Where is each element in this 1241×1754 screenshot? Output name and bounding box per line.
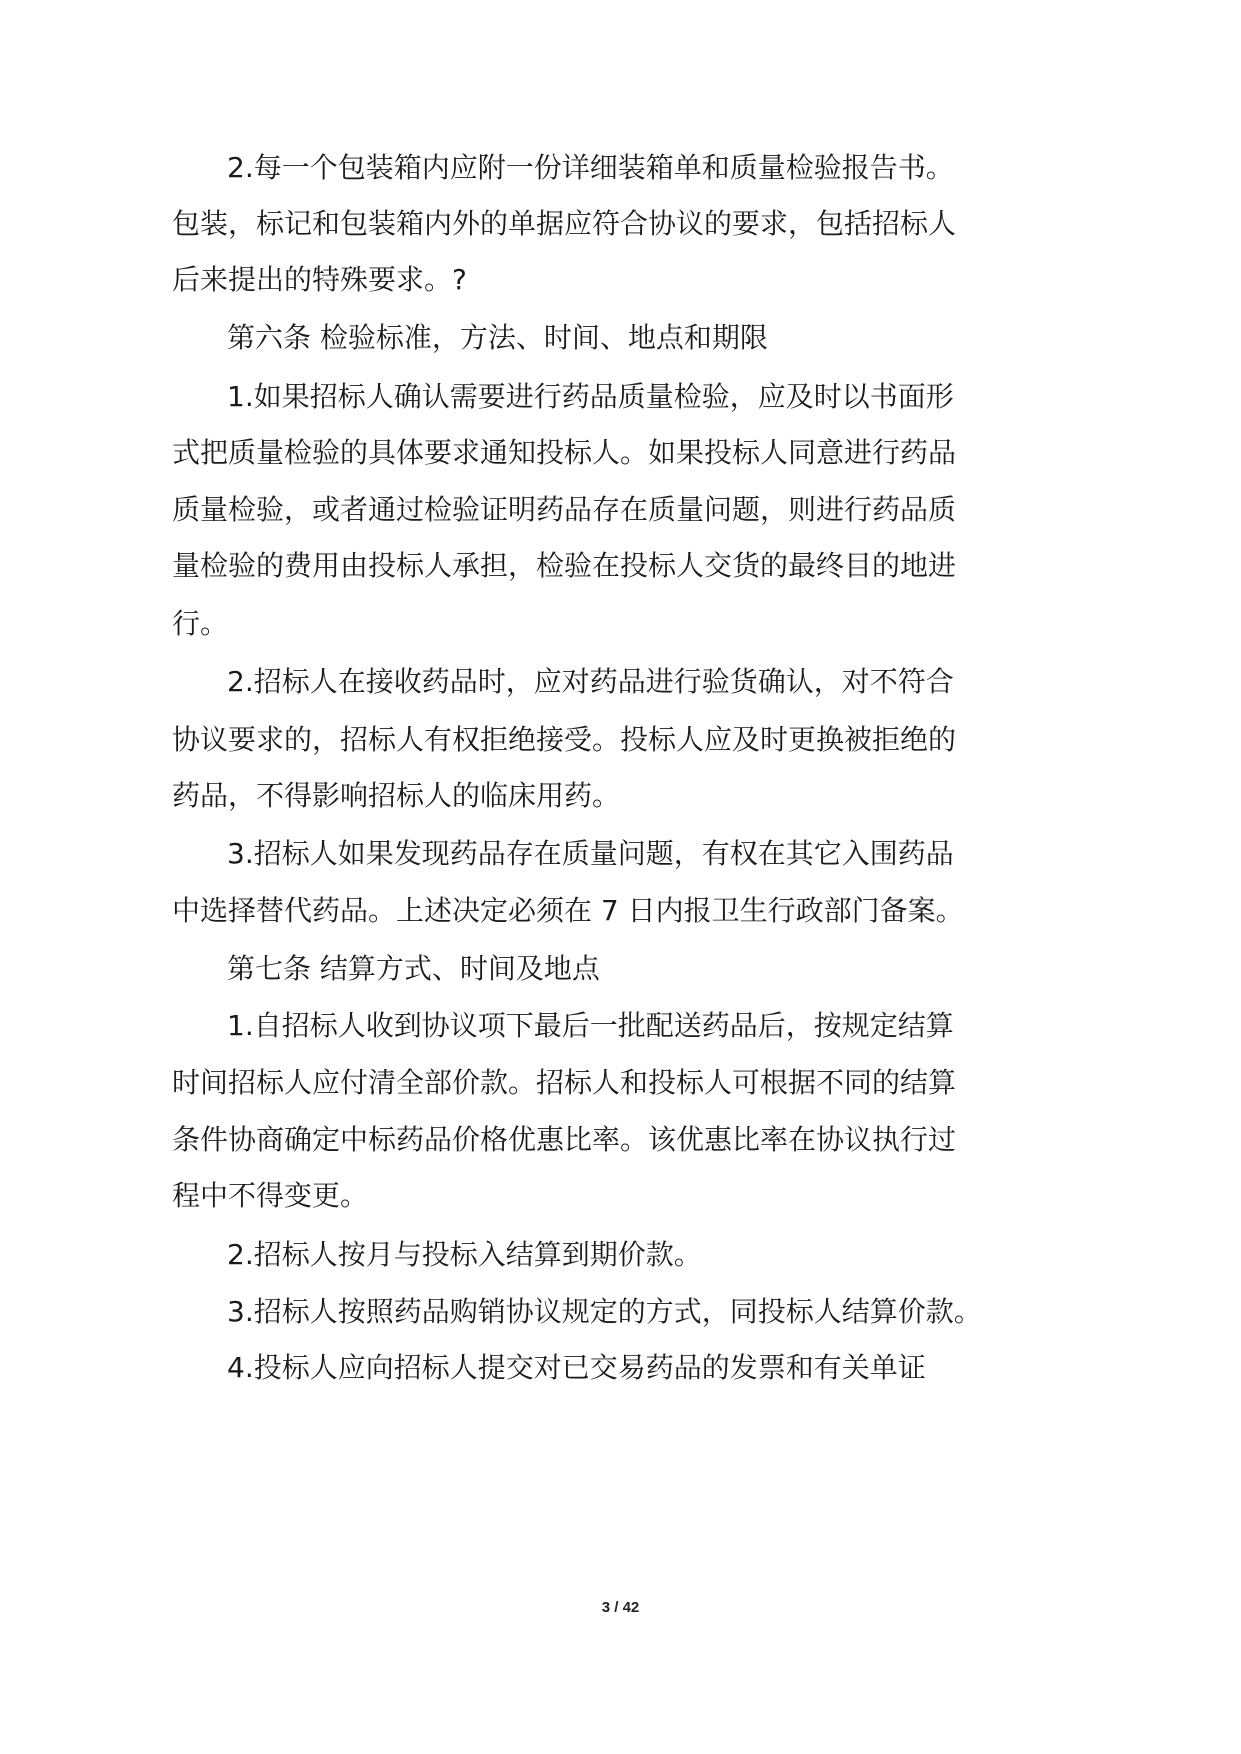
paragraph-line	[0, 490, 1241, 530]
line-text: 第七条 结算方式、时间及地点	[227, 952, 600, 985]
line-text: 3.招标人按照药品购销协议规定的方式，同投标人结算价款。	[227, 1295, 982, 1328]
paragraph-line	[0, 720, 1241, 760]
paragraph-line	[0, 204, 1241, 244]
paragraph-line	[0, 1348, 1241, 1388]
paragraph-line	[0, 1235, 1241, 1275]
paragraph-line	[0, 148, 1241, 188]
paragraph-line	[0, 1120, 1241, 1160]
line-text: 时间招标人应付清全部价款。招标人和投标人可根据不同的结算	[172, 1066, 957, 1099]
paragraph-line	[0, 1176, 1241, 1216]
paragraph-line	[0, 260, 1241, 300]
line-text: 1.如果招标人确认需要进行药品质量检验，应及时以书面形	[227, 380, 954, 413]
paragraph-line	[0, 891, 1241, 931]
line-text: 协议要求的，招标人有权拒绝接受。投标人应及时更换被拒绝的	[172, 723, 957, 756]
paragraph-line	[0, 834, 1241, 874]
page-number: 3 / 42	[601, 1599, 640, 1616]
line-text: 1.自招标人收到协议项下最后一批配送药品后，按规定结算	[227, 1009, 954, 1042]
line-text: 2.每一个包装箱内应附一份详细装箱单和质量检验报告书。	[227, 151, 954, 184]
line-text: 包装，标记和包装箱内外的单据应符合协议的要求，包括招标人	[172, 207, 957, 240]
paragraph-line	[0, 1006, 1241, 1046]
line-text: 2.招标人按月与投标入结算到期价款。	[227, 1238, 702, 1271]
paragraph-line	[0, 1063, 1241, 1103]
line-text: 3.招标人如果发现药品存在质量问题，有权在其它入围药品	[227, 837, 954, 870]
line-text: 第六条 检验标准，方法、时间、地点和期限	[227, 321, 768, 354]
paragraph-line	[0, 377, 1241, 417]
line-text: 质量检验，或者通过检验证明药品存在质量问题，则进行药品质	[172, 493, 957, 526]
line-text: 式把质量检验的具体要求通知投标人。如果投标人同意进行药品	[172, 436, 957, 469]
paragraph-line	[0, 604, 1241, 644]
line-text: 后来提出的特殊要求。?	[172, 263, 467, 296]
line-text: 2.招标人在接收药品时，应对药品进行验货确认，对不符合	[227, 665, 954, 698]
paragraph-line	[0, 546, 1241, 586]
line-text: 量检验的费用由投标人承担，检验在投标人交货的最终目的地进	[172, 549, 957, 582]
paragraph-line	[0, 776, 1241, 816]
line-text: 行。	[172, 607, 229, 640]
paragraph-line	[0, 433, 1241, 473]
line-text: 药品，不得影响招标人的临床用药。	[172, 779, 621, 812]
line-text: 条件协商确定中标药品价格优惠比率。该优惠比率在协议执行过	[172, 1123, 957, 1156]
line-text: 4.投标人应向招标人提交对已交易药品的发票和有关单证	[227, 1351, 926, 1384]
paragraph-line	[0, 1292, 1241, 1332]
section-heading	[0, 318, 1241, 358]
line-text: 中选择替代药品。上述决定必须在 7 日内报卫生行政部门备案。	[172, 894, 964, 927]
section-heading	[0, 949, 1241, 989]
line-text: 程中不得变更。	[172, 1179, 369, 1212]
paragraph-line	[0, 662, 1241, 702]
